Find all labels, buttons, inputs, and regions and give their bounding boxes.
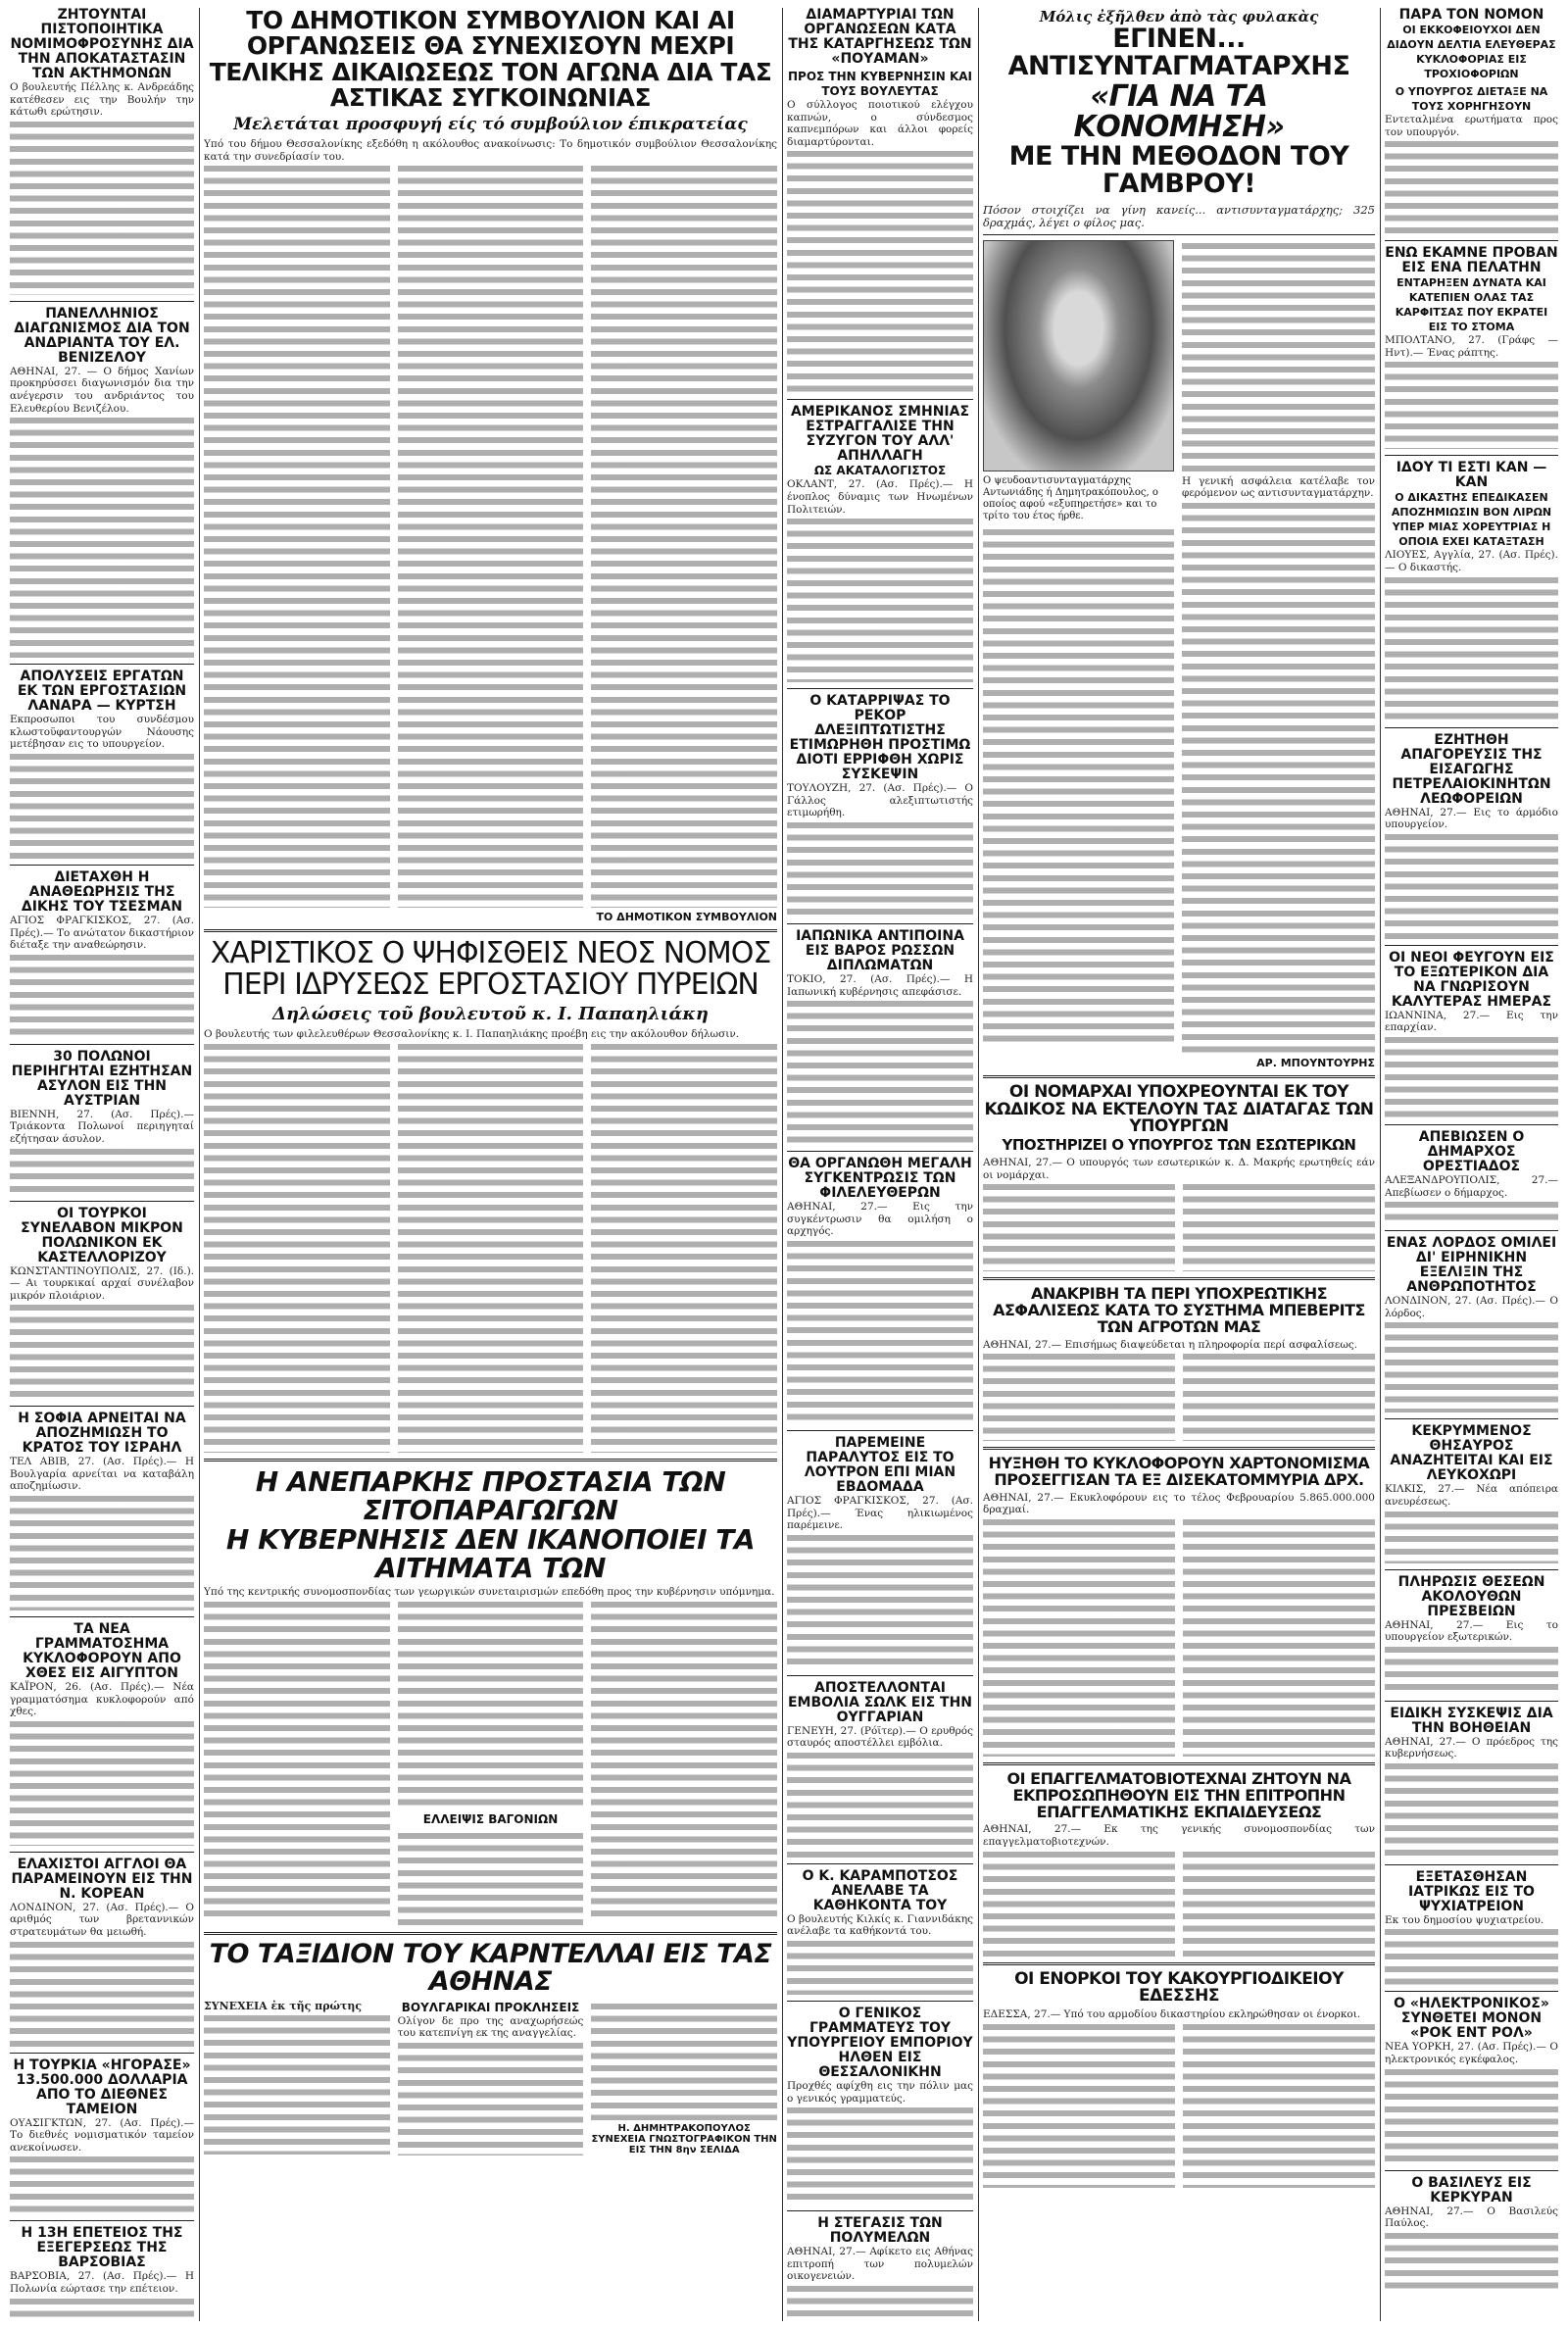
- article-lead: ΑΘΗΝΑΙ, 27.— Εις την συγκέντρωσιν θα ομιλήση ο αρχηγός.: [787, 1201, 973, 1238]
- deck: Μελετάται προσφυγή είς τό συμβούλιον έπικρατείας: [233, 115, 748, 134]
- article-lead: Προχθές αφίχθη εις την πόλιν μας ο γενικός γραμματεύς.: [787, 2080, 973, 2105]
- headline: 30 ΠΟΛΩΝΟΙ ΠΕΡΙΗΓΗΤΑΙ ΕΖΗΤΗΣΑΝ ΑΣΥΛΟΝ ΕΙΣ ΤΗΝ ΑΥΣΤΡΙΑΝ: [11, 1048, 193, 1109]
- portrait-photo: [983, 240, 1174, 471]
- signature: ΤΟ ΔΗΜΟΤΙΚΟΝ ΣΥΜΒΟΥΛΙΟΝ: [596, 911, 777, 924]
- headline: ΠΑΝΕΛΛΗΝΙΟΣ ΔΙΑΓΩΝΙΣΜΟΣ ΔΙΑ ΤΟΝ ΑΝΔΡΙΑΝΤΑ ΤΟΥ ΕΛ. ΒΕΝΙΖΕΛΟΥ: [14, 305, 190, 366]
- subheading-2: Ο ΥΠΟΥΡΓΟΣ ΔΙΕΤΑΞΕ ΝΑ ΤΟΥΣ ΧΟΡΗΓΗΣΟΥΝ: [1395, 85, 1548, 113]
- article-lead: Ο βουλευτής Κιλκίς κ. Γιαννιδάκης ανέλαβε τα καθήκοντά του.: [787, 1912, 973, 1938]
- article-lead: ΑΘΗΝΑΙ, 27.— Ο πρόεδρος της κυβερνήσεως.: [1385, 1735, 1558, 1760]
- headline: Ο Κ. ΚΑΡΑΜΠΟΤΣΟΣ ΑΝΕΛΑΒΕ ΤΑ ΚΑΘΗΚΟΝΤΑ ΤΟΥ: [802, 1867, 958, 1913]
- headline: ΟΙ ΕΠΑΓΓΕΛΜΑΤΟΒΙΟΤΕΧΝΑΙ ΖΗΤΟΥΝ ΝΑ ΕΚΠΡΟΣΩΠΗΘΟΥΝ ΕΙΣ ΤΗΝ ΕΠΙΤΡΟΠΗΝ ΕΠΑΓΓΕΛΜΑΤΙΚΗΣ ΕΚΠΑΙΔΕΥΣΕΩΣ: [1006, 1768, 1351, 1821]
- article-lead: ΛΙΟΥΕΣ, Αγγλία, 27. (Ασ. Πρές).— Ο δικαστής.: [1385, 549, 1558, 573]
- article-col4-a1: [787, 8, 973, 393]
- article-lead: Ο βουλευτής των φιλελευθέρων Θεσσαλονίκης κ. Ι. Παπαηλιάκης προέβη εις την ακόλουθον δήλωσιν.: [204, 1028, 740, 1041]
- headline: Η ΑΝΕΠΑΡΚΗΣ ΠΡΟΣΤΑΣΙΑ ΤΩΝ ΣΙΤΟΠΑΡΑΓΩΓΩΝ: [255, 1464, 726, 1527]
- article-insurance: [983, 1286, 1375, 1441]
- photo-caption: Ο ψευδοαντισυνταγματάρχης Αντωνιάδης ή Δημητρακόπουλος, ο οποίος αφού «εξυπηρετήσε» και το τρίτο του έτος ήρθε.: [983, 474, 1158, 521]
- article-municipal-council: [204, 8, 777, 923]
- article-col6-a10: [1385, 1707, 1558, 1858]
- article-match-factory-law: [204, 938, 777, 1453]
- headline: Ο ΚΑΤΑΡΡΙΨΑΣ ΤΟ ΡΕΚΟΡ ΔΛΕΞΙΠΤΩΤΙΣΤΗΣ ΕΤΙΜΩΡΗΘΗ ΠΡΟΣΤΙΜΩ ΔΙΟΤΙ ΕΡΡΙΦΘΗ ΧΩΡΙΣ ΣΥΣΚΕΨΙΝ: [789, 693, 971, 783]
- article-lead: ΕΔΕΣΣΑ, 27.— Υπό του αρμοδίου δικαστηρίου εκληρώθησαν οι ένορκοι.: [983, 2008, 1361, 2021]
- article-lead: ΛΟΝΔΙΝΟΝ, 27. (Ασ. Πρές).— Ο λόρδος.: [1385, 1295, 1558, 1319]
- article-lead: ΒΑΡΣΟΒΙΑ, 27. (Ασ. Πρές).— Η Πολωνία εώρτασε την επέτειον.: [10, 2270, 194, 2295]
- headline: Η ΣΟΦΙΑ ΑΡΝΕΙΤΑΙ ΝΑ ΑΠΟΖΗΜΙΩΣΗ ΤΟ ΚΡΑΤΟΣ ΤΟΥ ΙΣΡΑΗΛ: [18, 1411, 186, 1457]
- article-lead: ΒΙΕΝΝΗ, 27. (Ασ. Πρές).— Τριάκοντα Πολωνοί περιηγηταί εζήτησαν άσυλον.: [10, 1108, 194, 1145]
- signature: Η. ΔΗΜΗΤΡΑΚΟΠΟΥΛΟΣ ΣΥΝΕΧΕΙΑ ΓΝΩΣΤΟΓΡΑΦΙΚΟΝ ΤΗΝ ΕΙΣ ΤΗΝ 8ην ΣΕΛΙΔΑ: [591, 2122, 777, 2156]
- article-lead: ΤΟΥΛΟΥΖΗ, 27. (Ασ. Πρές).— Ο Γάλλος αλεξιπτωτιστής ετιμωρήθη.: [787, 782, 973, 819]
- headline: ΕΛΑΧΙΣΤΟΙ ΑΓΓΛΟΙ ΘΑ ΠΑΡΑΜΕΙΝΟΥΝ ΕΙΣ ΤΗΝ Ν. ΚΟΡΕΑΝ: [11, 1856, 193, 1902]
- headline: ΙΑΠΩΝΙΚΑ ΑΝΤΙΠΟΙΝΑ ΕΙΣ ΒΑΡΟΣ ΡΩΣΣΩΝ ΔΙΠΛΩΜΑΤΩΝ: [796, 927, 964, 973]
- article-jurors: [983, 1968, 1375, 2188]
- article-lead: Ολίγον δε προ της αναχωρήσεώς του κατεπνίγη εκ της αναγγελίας.: [397, 2014, 584, 2040]
- headline: ΠΑΡΕΜΕΙΝΕ ΠΑΡΑΛΥΤΟΣ ΕΙΣ ΤΟ ΛΟΥΤΡΟΝ ΕΠΙ ΜΙΑΝ ΕΒΔΟΜΑΔΑ: [804, 1434, 956, 1495]
- headline: ΕΝΑΣ ΛΟΡΔΟΣ ΟΜΙΛΕΙ ΔΙ' ΕΙΡΗΝΙΚΗΝ ΕΞΕΛΙΞΙΝ ΤΗΣ ΑΝΘΡΩΠΟΤΗΤΟΣ: [1386, 1235, 1557, 1296]
- article-col6-a2: [1385, 246, 1558, 449]
- article-lead: ΓΕΝΕΥΗ, 27. (Ρόϊτερ).— Ο ερυθρός σταυρός αποστέλλει εμβόλια.: [787, 1724, 973, 1750]
- headline: ΠΛΗΡΩΣΙΣ ΘΕΣΕΩΝ ΑΚΟΛΟΥΘΩΝ ΠΡΕΣΒΕΙΩΝ: [1397, 1573, 1545, 1619]
- article-lead: Ο βουλευτής Πέλλης κ. Ανδρεάδης κατέθεσεν εις την Βουλήν την κάτωθι ερώτησιν.: [10, 81, 194, 119]
- headline: ΘΑ ΟΡΓΑΝΩΘΗ ΜΕΓΑΛΗ ΣΥΓΚΕΝΤΡΩΣΙΣ ΤΩΝ ΦΙΛΕΛΕΥΘΕΡΩΝ: [788, 1156, 972, 1202]
- headline: ΑΠΕΒΙΩΣΕΝ Ο ΔΗΜΑΡΧΟΣ ΟΡΕΣΤΙΑΔΟΣ: [1418, 1128, 1525, 1174]
- article-lead: ΑΓΙΟΣ ΦΡΑΓΚΙΣΚΟΣ, 27. (Ασ. Πρές).— Ένας ηλικιωμένος παρέμεινε.: [787, 1494, 973, 1532]
- headline: ΙΔΟΥ ΤΙ ΕΣΤΙ ΚΑΝ — ΚΑΝ: [1396, 460, 1547, 491]
- article-lead: Η γενική ασφάλεια κατέλαβε τον φερόμενον ως αντισυνταγματάρχην.: [1182, 474, 1375, 500]
- article-col4-a8: [787, 1869, 973, 1995]
- headline: ΑΠΟΣΤΕΛΛΟΝΤΑΙ ΕΜΒΟΛΙΑ ΣΩΛΚ ΕΙΣ ΤΗΝ ΟΥΓΓΑΡΙΑΝ: [787, 1679, 973, 1725]
- headline-2: «ΓΙΑ ΝΑ ΤΑ ΚΟΝΟΜΗΣΗ»: [1073, 78, 1285, 145]
- headline: ΤΑ ΝΕΑ ΓΡΑΜΜΑΤΟΣΗΜΑ ΚΥΚΛΟΦΟΡΟΥΝ ΑΠΟ ΧΘΕΣ ΕΙΣ ΑΙΓΥΠΤΟΝ: [23, 1621, 181, 1682]
- article-nomarchs: [983, 1081, 1375, 1271]
- article-col1-a8: [10, 1622, 194, 1846]
- deck: Δηλώσεις τοῦ βουλευτοῦ κ. Ι. Παπαηλιάκη: [272, 1004, 709, 1025]
- article-col1-a5: [10, 1050, 194, 1195]
- headline: ΖΗΤΟΥΝΤΑΙ ΠΙΣΤΟΠΟΙΗΤΙΚΑ ΝΟΜΙΜΟΦΡΟΣΥΝΗΣ ΔΙΑ ΤΗΝ ΑΠΟΚΑΤΑΣΤΑΣΙΝ ΤΩΝ ΑΚΤΗΜΟΝΩΝ: [10, 8, 194, 81]
- article-col1-a11: [10, 2226, 194, 2321]
- article-col1-a7: [10, 1412, 194, 1610]
- article-lead: ΑΘΗΝΑΙ, 27.— Επισήμως διαψεύδεται η πληροφορία περί ασφαλίσεως.: [983, 1338, 1358, 1351]
- article-lead: Εκπροσωποι του συνδέσμου κλωστοϋφαντουργών Νάουσης μετέβησαν εις το υπουργείον.: [10, 714, 194, 751]
- article-lead: Υπό της κεντρικής συνομοσπονδίας των γεωργικών συνεταιρισμών επεδόθη προς την κυβέρνησιν υπόμνημα.: [204, 1586, 775, 1599]
- headline: Η ΣΤΕΓΑΣΙΣ ΤΩΝ ΠΟΛΥΜΕΛΩΝ: [817, 2215, 943, 2247]
- article-col1-a3: [10, 669, 194, 859]
- headline: ΔΙΕΤΑΧΘΗ Η ΑΝΑΘΕΩΡΗΣΙΣ ΤΗΣ ΔΙΚΗΣ ΤΟΥ ΤΣΕΣΜΑΝ: [21, 868, 183, 915]
- article-col4-a3: [787, 694, 973, 917]
- kicker: Μόλις ἐξῆλθεν ἀπὸ τὰς φυλακὰς: [1039, 8, 1319, 25]
- article-lead: ΑΘΗΝΑΙ, 27.— Ο υπουργός των εσωτερικών κ. Δ. Μακρής ερωτηθείς εάν οι νομάρχαι.: [983, 1157, 1375, 1181]
- article-col6-a4: [1385, 733, 1558, 939]
- article-col6-a1: [1385, 8, 1558, 234]
- article-col4-a4: [787, 929, 973, 1145]
- article-banknotes: [983, 1456, 1375, 1757]
- headline: ΤΟ ΔΗΜΟΤΙΚΟΝ ΣΥΜΒΟΥΛΙΟΝ ΚΑΙ ΑΙ ΟΡΓΑΝΩΣΕΙΣ ΘΑ ΣΥΝΕΧΙΣΟΥΝ ΜΕΧΡΙ ΤΕΛΙΚΗΣ ΔΙΚΑΙΩΣΕΩΣ ΤΟΝ ΑΓΩΝΑ ΔΙΑ ΤΑΣ ΑΣΤΙΚΑΣ ΣΥΓΚΟΙΝΩΝΙΑΣ: [209, 8, 772, 112]
- article-col4-a6: [787, 1436, 973, 1669]
- article-lead: ΚΩΝΣΤΑΝΤΙΝΟΥΠΟΛΙΣ, 27. (Ιδ.).— Αι τουρκικαί αρχαί συνέλαβον μικρόν πλοιάριον.: [10, 1264, 194, 1302]
- subheading: ΕΛΛΕΙΨΙΣ ΒΑΓΟΝΙΩΝ: [422, 1811, 559, 1826]
- article-col6-a9: [1385, 1575, 1558, 1695]
- article-lead: ΑΘΗΝΑΙ, 27.— Ο Βασιλεύς Παύλος.: [1385, 2205, 1558, 2230]
- article-lead: ΑΘΗΝΑΙ, 27.— Εις το άρμόδιο υπουργείον.: [1385, 806, 1558, 831]
- article-col1-a1: [10, 8, 194, 295]
- subheading: ΠΡΟΣ ΤΗΝ ΚΥΒΕΡΝΗΣΙΝ ΚΑΙ ΤΟΥΣ ΒΟΥΛΕΥΤΑΣ: [787, 70, 972, 98]
- headline: ΧΑΡΙΣΤΙΚΟΣ Ο ΨΗΦΙΣΘΕΙΣ ΝΕΟΣ ΝΟΜΟΣ ΠΕΡΙ ΙΔΡΥΣΕΩΣ ΕΡΓΟΣΤΑΣΙΟΥ ΠΥΡΕΙΩΝ: [210, 936, 771, 1002]
- article-grain-producers: [204, 1464, 777, 1926]
- subheading: ΕΝΤΑΡΗΞΕΝ ΔΥΝΑΤΑ ΚΑΙ ΚΑΤΕΠΙΕΝ ΟΛΑΣ ΤΑΣ ΚΑΡΦΙΤΣΑΣ ΠΟΥ ΕΚΡΑΤΕΙ ΕΙΣ ΤΟ ΣΤΟΜΑ: [1395, 276, 1548, 334]
- column-6: [1385, 8, 1558, 2321]
- article-lead: Πόσον στοιχίζει να γίνη κανείς... αντισυνταγματάρχης; 325 δραχμάς, λέγει ο φίλος μας.: [983, 203, 1375, 229]
- headline: ΠΑΡΑ ΤΟΝ ΝΟΜΟΝ: [1398, 8, 1544, 23]
- headline: ΑΠΟΛΥΣΕΙΣ ΕΡΓΑΤΩΝ ΕΚ ΤΩΝ ΕΡΓΟΣΤΑΣΙΩΝ ΛΑΝΑΡΑ — ΚΥΡΤΣΗ: [17, 669, 187, 715]
- column-4: [787, 8, 973, 2321]
- article-col1-a4: [10, 870, 194, 1038]
- article-col6-a7: [1385, 1236, 1558, 1412]
- article-col4-a10: [787, 2216, 973, 2321]
- headline: Ο «ΗΛΕΚΤΡΟΝΙΚΟΣ» ΣΥΝΘΕΤΕΙ ΜΟΝΟΝ «ΡΟΚ ΕΝΤ ΡΟΛ»: [1394, 1996, 1549, 2042]
- article-lead: ΑΘΗΝΑΙ, 27.— Αφίκετο εις Αθήνας επιτροπή των πολυμελών οικογενειών.: [787, 2246, 973, 2283]
- headline: ΕΓΙΝΕΝ... ΑΝΤΙΣΥΝΤΑΓΜΑΤΑΡΧΗΣ: [1007, 24, 1350, 82]
- article-lead: ΜΠΟΛΤΑΝΟ, 27. (Γράφς — Ηντ).— Ένας ράπτης.: [1385, 334, 1558, 359]
- headline: ΟΙ ΤΟΥΡΚΟΙ ΣΥΝΕΛΑΒΟΝ ΜΙΚΡΟΝ ΠΟΛΩΝΙΚΟΝ ΕΚ ΚΑΣΤΕΛΛΟΡΙΖΟΥ: [21, 1205, 183, 1265]
- article-lead: Υπό του δήμου Θεσσαλονίκης εξεδόθη η ακόλουθος ανακοίνωσις: Το δημοτικόν συμβούλιον Θεσσαλονίκης κατά την συνεδρίασίν του.: [204, 138, 777, 163]
- article-cardinal-trip: [204, 1938, 777, 2156]
- article-lead: ΙΩΑΝΝΙΝΑ, 27.— Εις την επαρχίαν.: [1385, 1009, 1558, 1034]
- article-col6-a13: [1385, 2176, 1558, 2289]
- headline: Η 13Η ΕΠΕΤΕΙΟΣ ΤΗΣ ΕΞΕΓΕΡΣΕΩΣ ΤΗΣ ΒΑΡΣΟΒΙΑΣ: [21, 2225, 183, 2271]
- article-col4-a7: [787, 1681, 973, 1858]
- headline: ΑΜΕΡΙΚΑΝΟΣ ΣΜΗΝΙΑΣ ΕΣΤΡΑΓΓΑΛΙΣΕ ΤΗΝ ΣΥΖΥΓΟΝ ΤΟΥ ΑΛΛ' ΑΠΗΛΛΑΓΗ: [790, 404, 970, 465]
- article-col6-a6: [1385, 1130, 1558, 1224]
- article-lead: ΤΕΛ ΑΒΙΒ, 27. (Ασ. Πρές).— Η Βουλγαρία αρνείται να καταβάλη αποζημίωσιν.: [10, 1456, 194, 1493]
- headline: ΗΥΞΗΘΗ ΤΟ ΚΥΚΛΟΦΟΡΟΥΝ ΧΑΡΤΟΝΟΜΙΣΜΑ ΠΡΟΣΕΓΓΙΣΑΝ ΤΑ ΕΞ ΔΙΣΕΚΑΤΟΜΜΥΡΙΑ ΔΡΧ.: [988, 1454, 1370, 1489]
- article-col6-a11: [1385, 1870, 1558, 1986]
- column-5: [983, 8, 1375, 2321]
- subheading: ΥΠΟΣΤΗΡΙΖΕΙ Ο ΥΠΟΥΡΓΟΣ ΤΩΝ ΕΣΩΤΕΡΙΚΩΝ: [1002, 1136, 1356, 1155]
- article-lead: ΑΘΗΝΑΙ, 27.— Εκυκλοφόρουν εις το τέλος Φεβρουαρίου 5.865.000.000 δραχμαί.: [983, 1491, 1375, 1516]
- headline: ΔΙΑΜΑΡΤΥΡΙΑΙ ΤΩΝ ΟΡΓΑΝΩΣΕΩΝ ΚΑΤΑ ΤΗΣ ΚΑΤΑΡΓΗΣΕΩΣ ΤΩΝ «ΠΟΥΑΜΑΝ»: [788, 8, 972, 67]
- article-craftsmen: [983, 1768, 1375, 1957]
- headline: ΕΖΗΤΗΘΗ ΑΠΑΓΟΡΕΥΣΙΣ ΤΗΣ ΕΙΣΑΓΩΓΗΣ ΠΕΤΡΕΛΑΙΟΚΙΝΗΤΩΝ ΛΕΩΦΟΡΕΙΩΝ: [1392, 731, 1551, 807]
- article-lead: ΤΟΚΙΟ, 27. (Ασ. Πρές).— Η Ιαπωνική κυβέρνησις απεφάσισε.: [787, 972, 973, 998]
- article-lead: ΑΓΙΟΣ ΦΡΑΓΚΙΣΚΟΣ, 27. (Ασ. Πρές).— Το ανώτατον δικαστήριον διέταξε την αναθεώρησιν.: [10, 914, 194, 952]
- article-lead: Ο σύλλογος ποιοτικού ελέγχου καπνών, ο σύνδεσμος καπνεμπόρων και άλλοι φορείς διαμαρτύρονται.: [787, 99, 973, 148]
- article-col1-a9: [10, 1858, 194, 2047]
- headline-3: ΜΕ ΤΗΝ ΜΕΘΟΔΟΝ ΤΟΥ ΓΑΜΒΡΟΥ!: [1008, 140, 1349, 200]
- headline: ΤΟ ΤΑΞΙΔΙΟΝ ΤΟΥ ΚΑΡΝΤΕΛΛΑΙ ΕΙΣ ΤΑΣ ΑΘΗΝΑΣ: [209, 1938, 772, 1998]
- headline: ΑΝΑΚΡΙΒΗ ΤΑ ΠΕΡΙ ΥΠΟΧΡΕΩΤΙΚΗΣ ΑΣΦΑΛΙΣΕΩΣ ΚΑΤΑ ΤΟ ΣΥΣΤΗΜΑ ΜΠΕΒΕΡΙΤΣ ΤΩΝ ΑΓΡΟΤΩΝ ΜΑΣ: [993, 1284, 1365, 1336]
- headline: ΕΝΩ ΕΚΑΜΝΕ ΠΡΟΒΑΝ ΕΙΣ ΕΝΑ ΠΕΛΑΤΗΝ: [1385, 245, 1558, 276]
- headline: ΚΕΚΡΥΜΜΕΝΟΣ ΘΗΣΑΥΡΟΣ ΑΝΑΖΗΤΕΙΤΑΙ ΚΑΙ ΕΙΣ ΛΕΥΚΟΧΩΡΙ: [1390, 1423, 1553, 1484]
- article-col1-a6: [10, 1207, 194, 1401]
- byline: ΑΡ. ΜΠΟΥΝΤΟΥΡΗΣ: [1256, 1056, 1375, 1069]
- headline: ΟΙ ΝΟΜΑΡΧΑΙ ΥΠΟΧΡΕΟΥΝΤΑΙ ΕΚ ΤΟΥ ΚΩΔΙΚΟΣ ΝΑ ΕΚΤΕΛΟΥΝ ΤΑΣ ΔΙΑΤΑΓΑΣ ΤΩΝ ΥΠΟΥΡΓΩΝ: [984, 1081, 1374, 1137]
- article-lead: ΟΥΑΣΙΓΚΤΩΝ, 27. (Ασ. Πρές).— Το διεθνές νομισματικόν ταμείον ανεκοίνωσεν.: [10, 2116, 194, 2154]
- article-lead: Εντεταλμένα ερωτήματα προς τον υπουργόν.: [1385, 114, 1558, 138]
- column-1: [10, 8, 194, 2321]
- headline: ΟΙ ΝΕΟΙ ΦΕΥΓΟΥΝ ΕΙΣ ΤΟ ΕΞΩΤΕΡΙΚΟΝ ΔΙΑ ΝΑ ΓΝΩΡΙΣΟΥΝ ΚΑΛΥΤΕΡΑΣ ΗΜΕΡΑΣ: [1389, 949, 1554, 1010]
- headline-2: Η ΚΥΒΕΡΝΗΣΙΣ ΔΕΝ ΙΚΑΝΟΠΟΙΕΙ ΤΑ ΑΙΤΗΜΑΤΑ ΤΩΝ: [225, 1522, 756, 1584]
- headline: Ο ΓΕΝΙΚΟΣ ΓΡΑΜΜΑΤΕΥΣ ΤΟΥ ΥΠΟΥΡΓΕΙΟΥ ΕΜΠΟΡΙΟΥ ΗΛΘΕΝ ΕΙΣ ΘΕΣΣΑΛΟΝΙΚΗΝ: [787, 2006, 973, 2081]
- article-lead: ΑΘΗΝΑΙ, 27.— Εις το υπουργείον εξωτερικών.: [1385, 1618, 1558, 1644]
- headline: ΕΙΔΙΚΗ ΣΥΣΚΕΨΙΣ ΔΙΑ ΤΗΝ ΒΟΗΘΕΙΑΝ: [1390, 1705, 1553, 1736]
- article-col4-a9: [787, 2007, 973, 2205]
- article-lead: ΚΙΛΚΙΣ, 27.— Νέα απόπειρα ανευρέσεως.: [1385, 1483, 1558, 1508]
- article-col1-a10: [10, 2058, 194, 2215]
- subheading: Ο ΔΙΚΑΣΤΗΣ ΕΠΕΔΙΚΑΣΕΝ ΑΠΟΖΗΜΙΩΣΙΝ ΒΟΝ ΛΙΡΩΝ ΥΠΕΡ ΜΙΑΣ ΧΟΡΕΥΤΡΙΑΣ Η ΟΠΟΙΑ ΕΧΕΙ ΚΑΤΑΞΤΑΣΗ: [1391, 491, 1552, 549]
- article-col4-a5: [787, 1157, 973, 1424]
- headline: ΕΞΕΤΑΣΘΗΣΑΝ ΙΑΤΡΙΚΩΣ ΕΙΣ ΤΟ ΨΥΧΙΑΤΡΕΙΟΝ: [1408, 1868, 1535, 1914]
- subheading: ΩΣ ΑΚΑΤΑΛΟΓΙΣΤΟΣ: [813, 464, 947, 478]
- center-columns: [204, 8, 777, 2321]
- subheading: ΟΙ ΕΚΚΟΦΕΙΟΥΧΟΙ ΔΕΝ ΔΙΔΟΥΝ ΔΕΛΤΙΑ ΕΛΕΥΘΕΡΑΣ ΚΥΚΛΟΦΟΡΙΑΣ ΕΙΣ ΤΡΟΧΙΟΦΟΡΙΩΝ: [1387, 24, 1556, 80]
- article-lead: ΚΑΪΡΟΝ, 26. (Ασ. Πρές).— Νέα γραμματόσημα κυκλοφορούν από χθες.: [10, 1681, 194, 1718]
- article-col6-a8: [1385, 1424, 1558, 1562]
- article-fake-colonel: [983, 8, 1375, 1069]
- article-lead: ΝΕΑ ΥΟΡΚΗ, 27. (Ασ. Πρές).— Ο ηλεκτρονικός εγκέφαλος.: [1385, 2041, 1558, 2066]
- headline: Ο ΒΑΣΙΛΕΥΣ ΕΙΣ ΚΕΡΚΥΡΑΝ: [1411, 2174, 1532, 2205]
- article-lead: ΟΚΛΑΝΤ, 27. (Ασ. Πρές).— Η ένοπλος δύναμις των Ηνωμένων Πολιτειών.: [787, 478, 973, 516]
- subheading: ΒΟΥΛΓΑΡΙΚΑΙ ΠΡΟΚΛΗΣΕΙΣ: [401, 2000, 580, 2014]
- article-lead: Εκ του δημοσίου ψυχιατρείου.: [1385, 1913, 1544, 1926]
- article-col6-a12: [1385, 1997, 1558, 2163]
- headline: Η ΤΟΥΡΚΙΑ «ΗΓΟΡΑΣΕ» 13.500.000 ΔΟΛΛΑΡΙΑ ΑΠΟ ΤΟ ΔΙΕΘΝΕΣ ΤΑΜΕΙΟΝ: [13, 2056, 191, 2117]
- article-lead: ΑΛΕΞΑΝΔΡΟΥΠΟΛΙΣ, 27.— Απεβίωσεν ο δήμαρχος.: [1385, 1173, 1558, 1199]
- article-lead: ΑΘΗΝΑΙ, 27. — Ο δήμος Χανίων προκηρύσσει διαγωνισμόν δια την ανέγερσιν του ανδριάντος του Ελευθερίου Βενιζέλου.: [10, 365, 194, 415]
- headline: ΟΙ ΕΝΟΡΚΟΙ ΤΟΥ ΚΑΚΟΥΡΓΙΟΔΙΚΕΙΟΥ ΕΔΕΣΣΗΣ: [1014, 1968, 1344, 2007]
- article-col1-a2: [10, 307, 194, 658]
- article-col6-a3: [1385, 461, 1558, 720]
- continued-note: ΣΥΝΕΧΕΙΑ ἐκ τῆς πρώτης: [204, 1999, 363, 2012]
- article-lead: ΑΘΗΝΑΙ, 27.— Εκ της γενικής συνομοσπονδίας των επαγγελματοβιοτεχνών.: [983, 1823, 1375, 1848]
- article-lead: ΛΟΝΔΙΝΟΝ, 27. (Ασ. Πρές).— Ο αριθμός των βρεταννικών στρατευμάτων θα μειωθή.: [10, 1901, 194, 1939]
- article-col6-a5: [1385, 951, 1558, 1118]
- article-col4-a2: [787, 405, 973, 682]
